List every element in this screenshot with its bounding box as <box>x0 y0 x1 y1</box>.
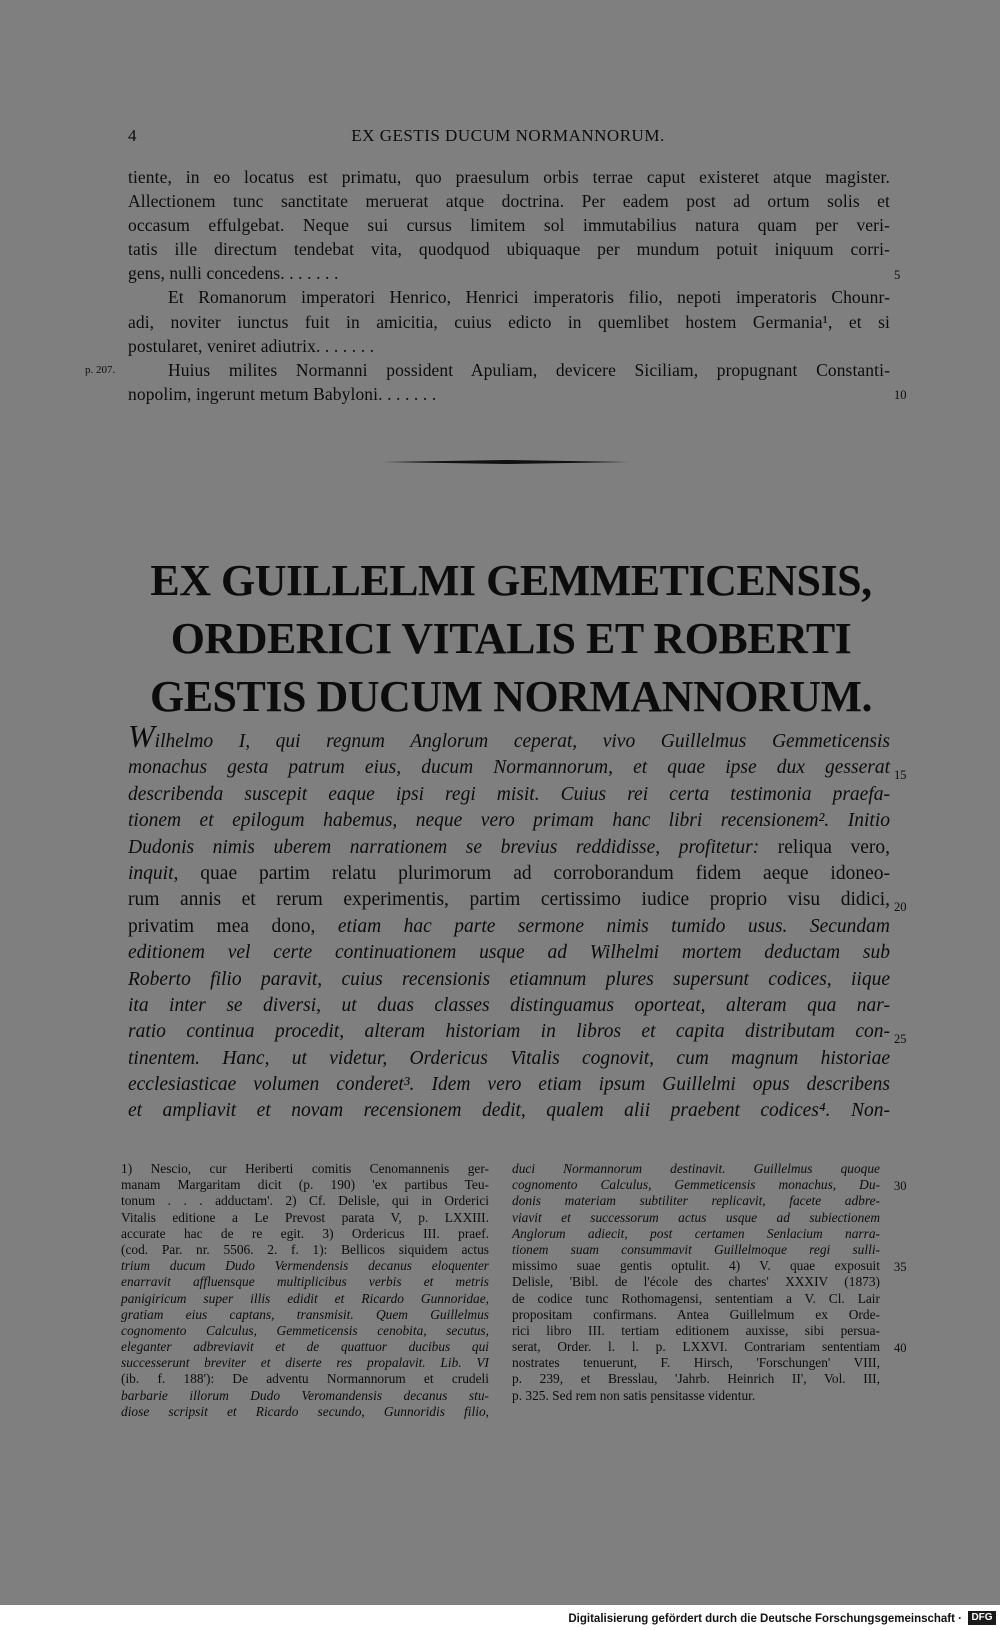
text-line: monachus gesta patrum eius, ducum Normannorum, et quae ipse dux gesserat <box>128 757 890 779</box>
text-line: adi, noviter iunctus fuit in amicitia, cuius edicto in quemlibet hostem Germania¹, et si <box>128 311 890 332</box>
text-line: nopolim, ingerunt metum Babyloni. . . . . . . <box>128 383 437 404</box>
text-line: tatis ille directum tendebat vita, quodquod ubiquaque per mundum potuit iniquum corri- <box>128 239 890 260</box>
section-divider <box>384 460 628 464</box>
text-line: editionem vel certe continuationem usque ad Wilhelmi mortem deductam sub <box>128 942 890 964</box>
footnote-line: successerunt breviter et diserte res propalavit. Lib. VI <box>121 1355 489 1371</box>
footnote-line: manam Margaritam dicit (p. 190) 'ex partibus Teu- <box>121 1177 489 1193</box>
footnote-line: accurate hac de re egit. 3) Ordericus III. praef. <box>121 1225 489 1241</box>
footnote-line: cognomento Calculus, Gemmeticensis monachus, Du- <box>512 1177 880 1193</box>
text-line: describenda suscepit eaque ipsi regi misit. Cuius rei certa testimonia praefa- <box>128 783 890 805</box>
footnote-line: (cod. Par. nr. 5506. 2. f. 1): Bellicos siquidem actus <box>121 1241 489 1257</box>
page-number: 4 <box>128 126 137 145</box>
footnote-line: trium ducum Dudo Vermendensis decanus eloquenter <box>121 1258 489 1274</box>
line-number: 35 <box>894 1260 907 1274</box>
text-line: ita inter se diversi, ut duas classes distinguamus oporteat, alteram qua nar- <box>128 994 890 1016</box>
text-line: Et Romanorum imperatori Henrico, Henrici imperatoris filio, nepoti imperatoris Chounr- <box>168 287 890 308</box>
title-line: GESTIS DUCUM NORMANNORUM. <box>149 672 873 721</box>
footnote-line: donis materiam subtiliter replicavit, facete adbre- <box>512 1193 880 1209</box>
margin-page-reference: p. 207. <box>85 364 116 376</box>
footnote-line: enarravit affluensque multiplicibus verbis et metris <box>121 1274 489 1290</box>
text-line: tiente, in eo locatus est primatu, quo praesulum orbis terrae caput existeret atque magister. <box>128 167 890 187</box>
footnote-line: rici libro III. tertiam editionem auxisse, sibi persua- <box>512 1322 880 1338</box>
text-line: occasum effulgebat. Neque sui cursus limitem sol immutabilius natura quam per veri- <box>128 215 890 236</box>
footnote-line: gratiam eius captans, transmisit. Quem Guillelmus <box>121 1306 489 1322</box>
line-number: 30 <box>894 1179 907 1193</box>
text-line: Allectionem tunc sanctitate meruerat atque doctrina. Per eadem post ad ortum solis et <box>128 191 890 212</box>
text-line: inquit, quae partim relatu plurimorum ad corroborandum fidem aeque idoneo- <box>128 862 890 884</box>
footnote-line: diose scripsit et Ricardo secundo, Gunnoridis filio, <box>121 1403 489 1419</box>
text-line: Wilhelmo I, qui regnum Anglorum ceperat, vivo Guillelmus Gemmeticensis <box>128 718 890 754</box>
footnote-line: tonum . . . adductam'. 2) Cf. Delisle, qui in Orderici <box>121 1193 489 1209</box>
section-title <box>128 552 894 726</box>
footnote-line: de codice tunc Rothomagensi, sententiam a V. Cl. Lair <box>512 1290 880 1306</box>
footnotes-left-column <box>121 1161 489 1420</box>
footnote-line: missimo suae gentis optulit. 4) V. quae exposuit <box>512 1258 880 1274</box>
footnote-line: Anglorum adiecit, post certamen Senlacium narra- <box>512 1225 880 1241</box>
digitization-credit: Digitalisierung gefördert durch die Deutsche Forschungsgemeinschaft · <box>568 1613 962 1625</box>
upper-text-block <box>128 165 890 406</box>
footnote-line: p. 325. Sed rem non satis pensitasse videntur. <box>512 1387 756 1403</box>
line-number: 15 <box>894 768 907 782</box>
text-line: tinentem. Hanc, ut videtur, Ordericus Vitalis cognovit, cum magnum historiae <box>128 1047 890 1069</box>
footnote-line: (ib. f. 188'): De adventu Normannorum et crudeli <box>121 1371 489 1387</box>
dfg-logo-icon: DFG <box>968 1611 996 1625</box>
main-text-block <box>128 718 890 1125</box>
footnote-line: panigiricum super illis edidit et Ricardo Gunnoridae, <box>121 1290 489 1306</box>
footnote-line: serat, Order. l. l. p. LXXVI. Contrariam sententiam <box>512 1339 880 1355</box>
footnote-line: 1) Nescio, cur Heriberti comitis Cenomannenis ger- <box>121 1161 489 1176</box>
footnote-line: Vitalis editione a Le Prevost parata V, p. LXXIII. <box>121 1209 489 1225</box>
text-line: ratio continua procedit, alteram historiam in libros et capita distributam con- <box>128 1021 890 1043</box>
line-number: 25 <box>894 1032 907 1046</box>
text-line: rum annis et rerum experimentis, partim certissimo iudice proprio visu didici, <box>128 889 890 911</box>
text-line: privatim mea dono, etiam hac parte sermone nimis tumido usus. Secundam <box>128 915 890 937</box>
text-line: Huius milites Normanni possident Apuliam, devicere Siciliam, propugnant Constanti- <box>168 359 890 380</box>
line-number: 40 <box>894 1341 907 1355</box>
footnote-line: cognomento Calculus, Gemmeticensis cenobita, secutus, <box>121 1322 489 1338</box>
footnote-line: propositam confirmans. Antea Guillelmum ex Orde- <box>512 1306 880 1322</box>
text-line: ecclesiasticae volumen conderet³. Idem vero etiam ipsum Guillelmi opus describens <box>128 1074 890 1096</box>
line-number: 5 <box>894 268 901 282</box>
footnote-line: eleganter adbreviavit et de quattuor ducibus qui <box>121 1339 489 1355</box>
footnote-line: duci Normannorum destinavit. Guillelmus quoque <box>512 1161 880 1176</box>
text-line: Dudonis nimis uberem narrationem se brevius reddidisse, profitetur: reliqua vero, <box>128 836 890 858</box>
running-title: EX GESTIS DUCUM NORMANNORUM. <box>351 126 665 145</box>
text-line: Roberto filio paravit, cuius recensionis etiamnum plures supersunt codices, iique <box>128 968 890 990</box>
footnote-line: tionem suam consummavit Guillelmoque regi sulli- <box>512 1241 880 1257</box>
line-number: 20 <box>894 900 907 914</box>
text-line: et ampliavit et novam recensionem dedit, qualem alii praebent codices⁴. Non- <box>128 1100 890 1122</box>
line-number: 10 <box>894 388 907 402</box>
title-line: ORDERICI VITALIS ET ROBERTI <box>170 614 852 663</box>
text-line: postularet, veniret adiutrix. . . . . . . <box>128 335 375 356</box>
footnotes-right-column <box>512 1161 880 1404</box>
footnote-line: Delisle, 'Bibl. de l'école des chartes' XXXIV (1873) <box>512 1274 880 1290</box>
footnote-line: p. 239, et Bresslau, 'Jahrb. Heinrich II', Vol. III, <box>512 1371 880 1387</box>
footnote-line: nostrates tenuerunt, F. Hirsch, 'Forschungen' VIII, <box>512 1355 880 1371</box>
title-line: EX GUILLELMI GEMMETICENSIS, <box>150 556 872 605</box>
running-header <box>128 126 888 152</box>
footnote-line: viavit et successorum actus usque ad subiectionem <box>512 1209 880 1225</box>
text-line: gens, nulli concedens. . . . . . . <box>128 263 339 284</box>
drop-cap: W <box>128 718 155 754</box>
footnote-line: barbarie illorum Dudo Veromandensis decanus stu- <box>121 1387 489 1403</box>
text-line: tionem et epilogum habemus, neque vero primam hanc libri recensionem². Initio <box>128 810 890 832</box>
